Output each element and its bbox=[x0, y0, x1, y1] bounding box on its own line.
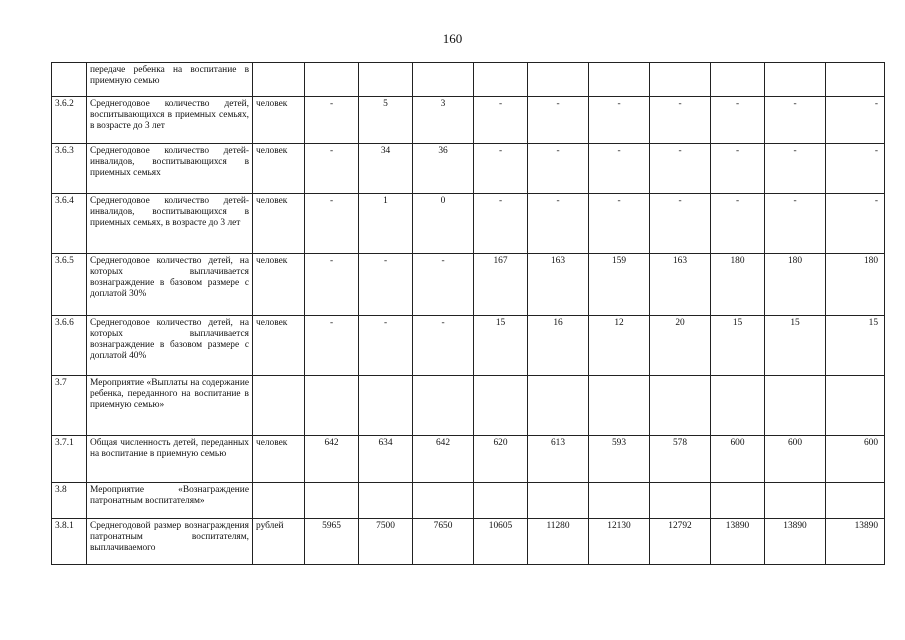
row-indicator-name: Среднегодовое количество детей, воспитывающихся в приемных семьях, в возрасте до 3 лет bbox=[87, 97, 253, 144]
row-value-9: - bbox=[765, 97, 826, 144]
row-value-3 bbox=[413, 376, 474, 436]
row-value-7 bbox=[650, 483, 711, 519]
table-row bbox=[52, 436, 885, 483]
row-value-4: - bbox=[474, 144, 528, 194]
row-indicator-name: Среднегодовое количество детей, на которых выплачивается вознаграждение в базовом размере с доплатой 40% bbox=[87, 316, 253, 376]
page-number: 160 bbox=[442, 31, 463, 46]
row-value-3: 3 bbox=[413, 97, 474, 144]
table-row bbox=[52, 316, 885, 376]
row-value-5: 613 bbox=[528, 436, 589, 483]
row-code: 3.8.1 bbox=[52, 519, 87, 565]
row-value-8: 15 bbox=[711, 316, 765, 376]
row-value-9 bbox=[765, 483, 826, 519]
row-value-5: - bbox=[528, 144, 589, 194]
row-value-9: 180 bbox=[765, 254, 826, 316]
row-value-2: 1 bbox=[359, 194, 413, 254]
table-row bbox=[52, 144, 885, 194]
row-unit bbox=[253, 63, 305, 97]
row-unit: человек bbox=[253, 97, 305, 144]
row-unit bbox=[253, 483, 305, 519]
row-value-10 bbox=[826, 376, 885, 436]
row-value-10: - bbox=[826, 97, 885, 144]
table-row bbox=[52, 254, 885, 316]
row-value-3 bbox=[413, 63, 474, 97]
row-value-7: 578 bbox=[650, 436, 711, 483]
row-value-10: - bbox=[826, 144, 885, 194]
row-value-4 bbox=[474, 376, 528, 436]
row-value-3: 642 bbox=[413, 436, 474, 483]
row-value-7: 20 bbox=[650, 316, 711, 376]
row-indicator-name: Среднегодовое количество детей-инвалидов, воспитывающихся в приемных семьях, в возрасте до 3 лет bbox=[87, 194, 253, 254]
row-value-9 bbox=[765, 376, 826, 436]
table-row bbox=[52, 519, 885, 565]
row-value-2: 7500 bbox=[359, 519, 413, 565]
row-code: 3.6.2 bbox=[52, 97, 87, 144]
table-row bbox=[52, 194, 885, 254]
row-unit: человек bbox=[253, 254, 305, 316]
row-value-5: - bbox=[528, 97, 589, 144]
row-value-2: - bbox=[359, 316, 413, 376]
row-value-4: 620 bbox=[474, 436, 528, 483]
row-value-6: 159 bbox=[589, 254, 650, 316]
row-value-10: - bbox=[826, 194, 885, 254]
row-unit bbox=[253, 376, 305, 436]
row-value-3: - bbox=[413, 316, 474, 376]
row-unit: человек bbox=[253, 316, 305, 376]
row-value-8: - bbox=[711, 97, 765, 144]
row-value-2: 34 bbox=[359, 144, 413, 194]
row-value-2: - bbox=[359, 254, 413, 316]
row-value-1: 5965 bbox=[305, 519, 359, 565]
row-value-6: - bbox=[589, 97, 650, 144]
row-value-9 bbox=[765, 63, 826, 97]
row-value-1 bbox=[305, 483, 359, 519]
row-value-8 bbox=[711, 483, 765, 519]
row-value-10 bbox=[826, 483, 885, 519]
row-value-4 bbox=[474, 63, 528, 97]
row-value-2: 5 bbox=[359, 97, 413, 144]
row-indicator-name: Мероприятие «Выплаты на содержание ребенка, переданного на воспитание в приемную семью» bbox=[87, 376, 253, 436]
row-indicator-name: Общая численность детей, переданных на воспитание в приемную семью bbox=[87, 436, 253, 483]
row-value-8: - bbox=[711, 194, 765, 254]
row-code: 3.6.6 bbox=[52, 316, 87, 376]
row-value-10: 600 bbox=[826, 436, 885, 483]
row-unit: рублей bbox=[253, 519, 305, 565]
row-value-1: - bbox=[305, 97, 359, 144]
row-value-1 bbox=[305, 376, 359, 436]
row-value-4: 10605 bbox=[474, 519, 528, 565]
row-value-6: 12 bbox=[589, 316, 650, 376]
row-value-6: 593 bbox=[589, 436, 650, 483]
row-value-5: - bbox=[528, 194, 589, 254]
row-value-4: 15 bbox=[474, 316, 528, 376]
row-value-6: - bbox=[589, 194, 650, 254]
row-value-1 bbox=[305, 63, 359, 97]
row-value-9: 15 bbox=[765, 316, 826, 376]
row-value-8: 13890 bbox=[711, 519, 765, 565]
row-value-10: 15 bbox=[826, 316, 885, 376]
row-code: 3.6.3 bbox=[52, 144, 87, 194]
row-value-4: 167 bbox=[474, 254, 528, 316]
row-value-7: 12792 bbox=[650, 519, 711, 565]
row-value-7 bbox=[650, 63, 711, 97]
row-value-5: 163 bbox=[528, 254, 589, 316]
row-value-9: 13890 bbox=[765, 519, 826, 565]
row-value-7: - bbox=[650, 194, 711, 254]
row-value-1: - bbox=[305, 316, 359, 376]
row-value-8: - bbox=[711, 144, 765, 194]
row-value-6 bbox=[589, 376, 650, 436]
row-value-6: - bbox=[589, 144, 650, 194]
row-indicator-name: Среднегодовое количество детей-инвалидов, воспитывающихся в приемных семьях bbox=[87, 144, 253, 194]
row-value-4: - bbox=[474, 97, 528, 144]
row-value-8 bbox=[711, 63, 765, 97]
row-unit: человек bbox=[253, 194, 305, 254]
row-code: 3.7.1 bbox=[52, 436, 87, 483]
row-code: 3.7 bbox=[52, 376, 87, 436]
row-value-5: 11280 bbox=[528, 519, 589, 565]
row-value-3: 36 bbox=[413, 144, 474, 194]
row-value-1: 642 bbox=[305, 436, 359, 483]
row-value-9: - bbox=[765, 194, 826, 254]
row-value-4: - bbox=[474, 194, 528, 254]
row-value-6 bbox=[589, 63, 650, 97]
row-code: 3.6.4 bbox=[52, 194, 87, 254]
row-indicator-name: Мероприятие «Вознаграждение патронатным воспитателям» bbox=[87, 483, 253, 519]
row-code bbox=[52, 63, 87, 97]
row-value-8 bbox=[711, 376, 765, 436]
row-value-7: 163 bbox=[650, 254, 711, 316]
indicators-table bbox=[51, 62, 885, 565]
row-code: 3.8 bbox=[52, 483, 87, 519]
row-value-8: 600 bbox=[711, 436, 765, 483]
row-value-7: - bbox=[650, 144, 711, 194]
row-unit: человек bbox=[253, 144, 305, 194]
row-value-2 bbox=[359, 63, 413, 97]
row-value-2: 634 bbox=[359, 436, 413, 483]
row-code: 3.6.5 bbox=[52, 254, 87, 316]
table-row bbox=[52, 63, 885, 97]
row-value-5 bbox=[528, 376, 589, 436]
row-value-9: - bbox=[765, 144, 826, 194]
row-value-7 bbox=[650, 376, 711, 436]
row-value-5 bbox=[528, 63, 589, 97]
row-value-2 bbox=[359, 483, 413, 519]
row-value-1: - bbox=[305, 194, 359, 254]
row-value-3 bbox=[413, 483, 474, 519]
row-value-4 bbox=[474, 483, 528, 519]
row-indicator-name: Среднегодовое количество детей, на которых выплачивается вознаграждение в базовом размере с доплатой 30% bbox=[87, 254, 253, 316]
row-value-3: 7650 bbox=[413, 519, 474, 565]
row-value-10: 180 bbox=[826, 254, 885, 316]
row-value-9: 600 bbox=[765, 436, 826, 483]
row-unit: человек bbox=[253, 436, 305, 483]
table-row bbox=[52, 483, 885, 519]
row-value-10 bbox=[826, 63, 885, 97]
row-indicator-name: Среднегодовой размер вознаграждения патронатным воспитателям, выплачиваемого bbox=[87, 519, 253, 565]
row-value-5 bbox=[528, 483, 589, 519]
row-value-1: - bbox=[305, 144, 359, 194]
table-row bbox=[52, 97, 885, 144]
row-value-8: 180 bbox=[711, 254, 765, 316]
row-value-3: - bbox=[413, 254, 474, 316]
row-value-3: 0 bbox=[413, 194, 474, 254]
row-indicator-name: передаче ребенка на воспитание в приемную семью bbox=[87, 63, 253, 97]
row-value-5: 16 bbox=[528, 316, 589, 376]
row-value-2 bbox=[359, 376, 413, 436]
row-value-6: 12130 bbox=[589, 519, 650, 565]
row-value-1: - bbox=[305, 254, 359, 316]
row-value-6 bbox=[589, 483, 650, 519]
row-value-10: 13890 bbox=[826, 519, 885, 565]
table-row bbox=[52, 376, 885, 436]
row-value-7: - bbox=[650, 97, 711, 144]
